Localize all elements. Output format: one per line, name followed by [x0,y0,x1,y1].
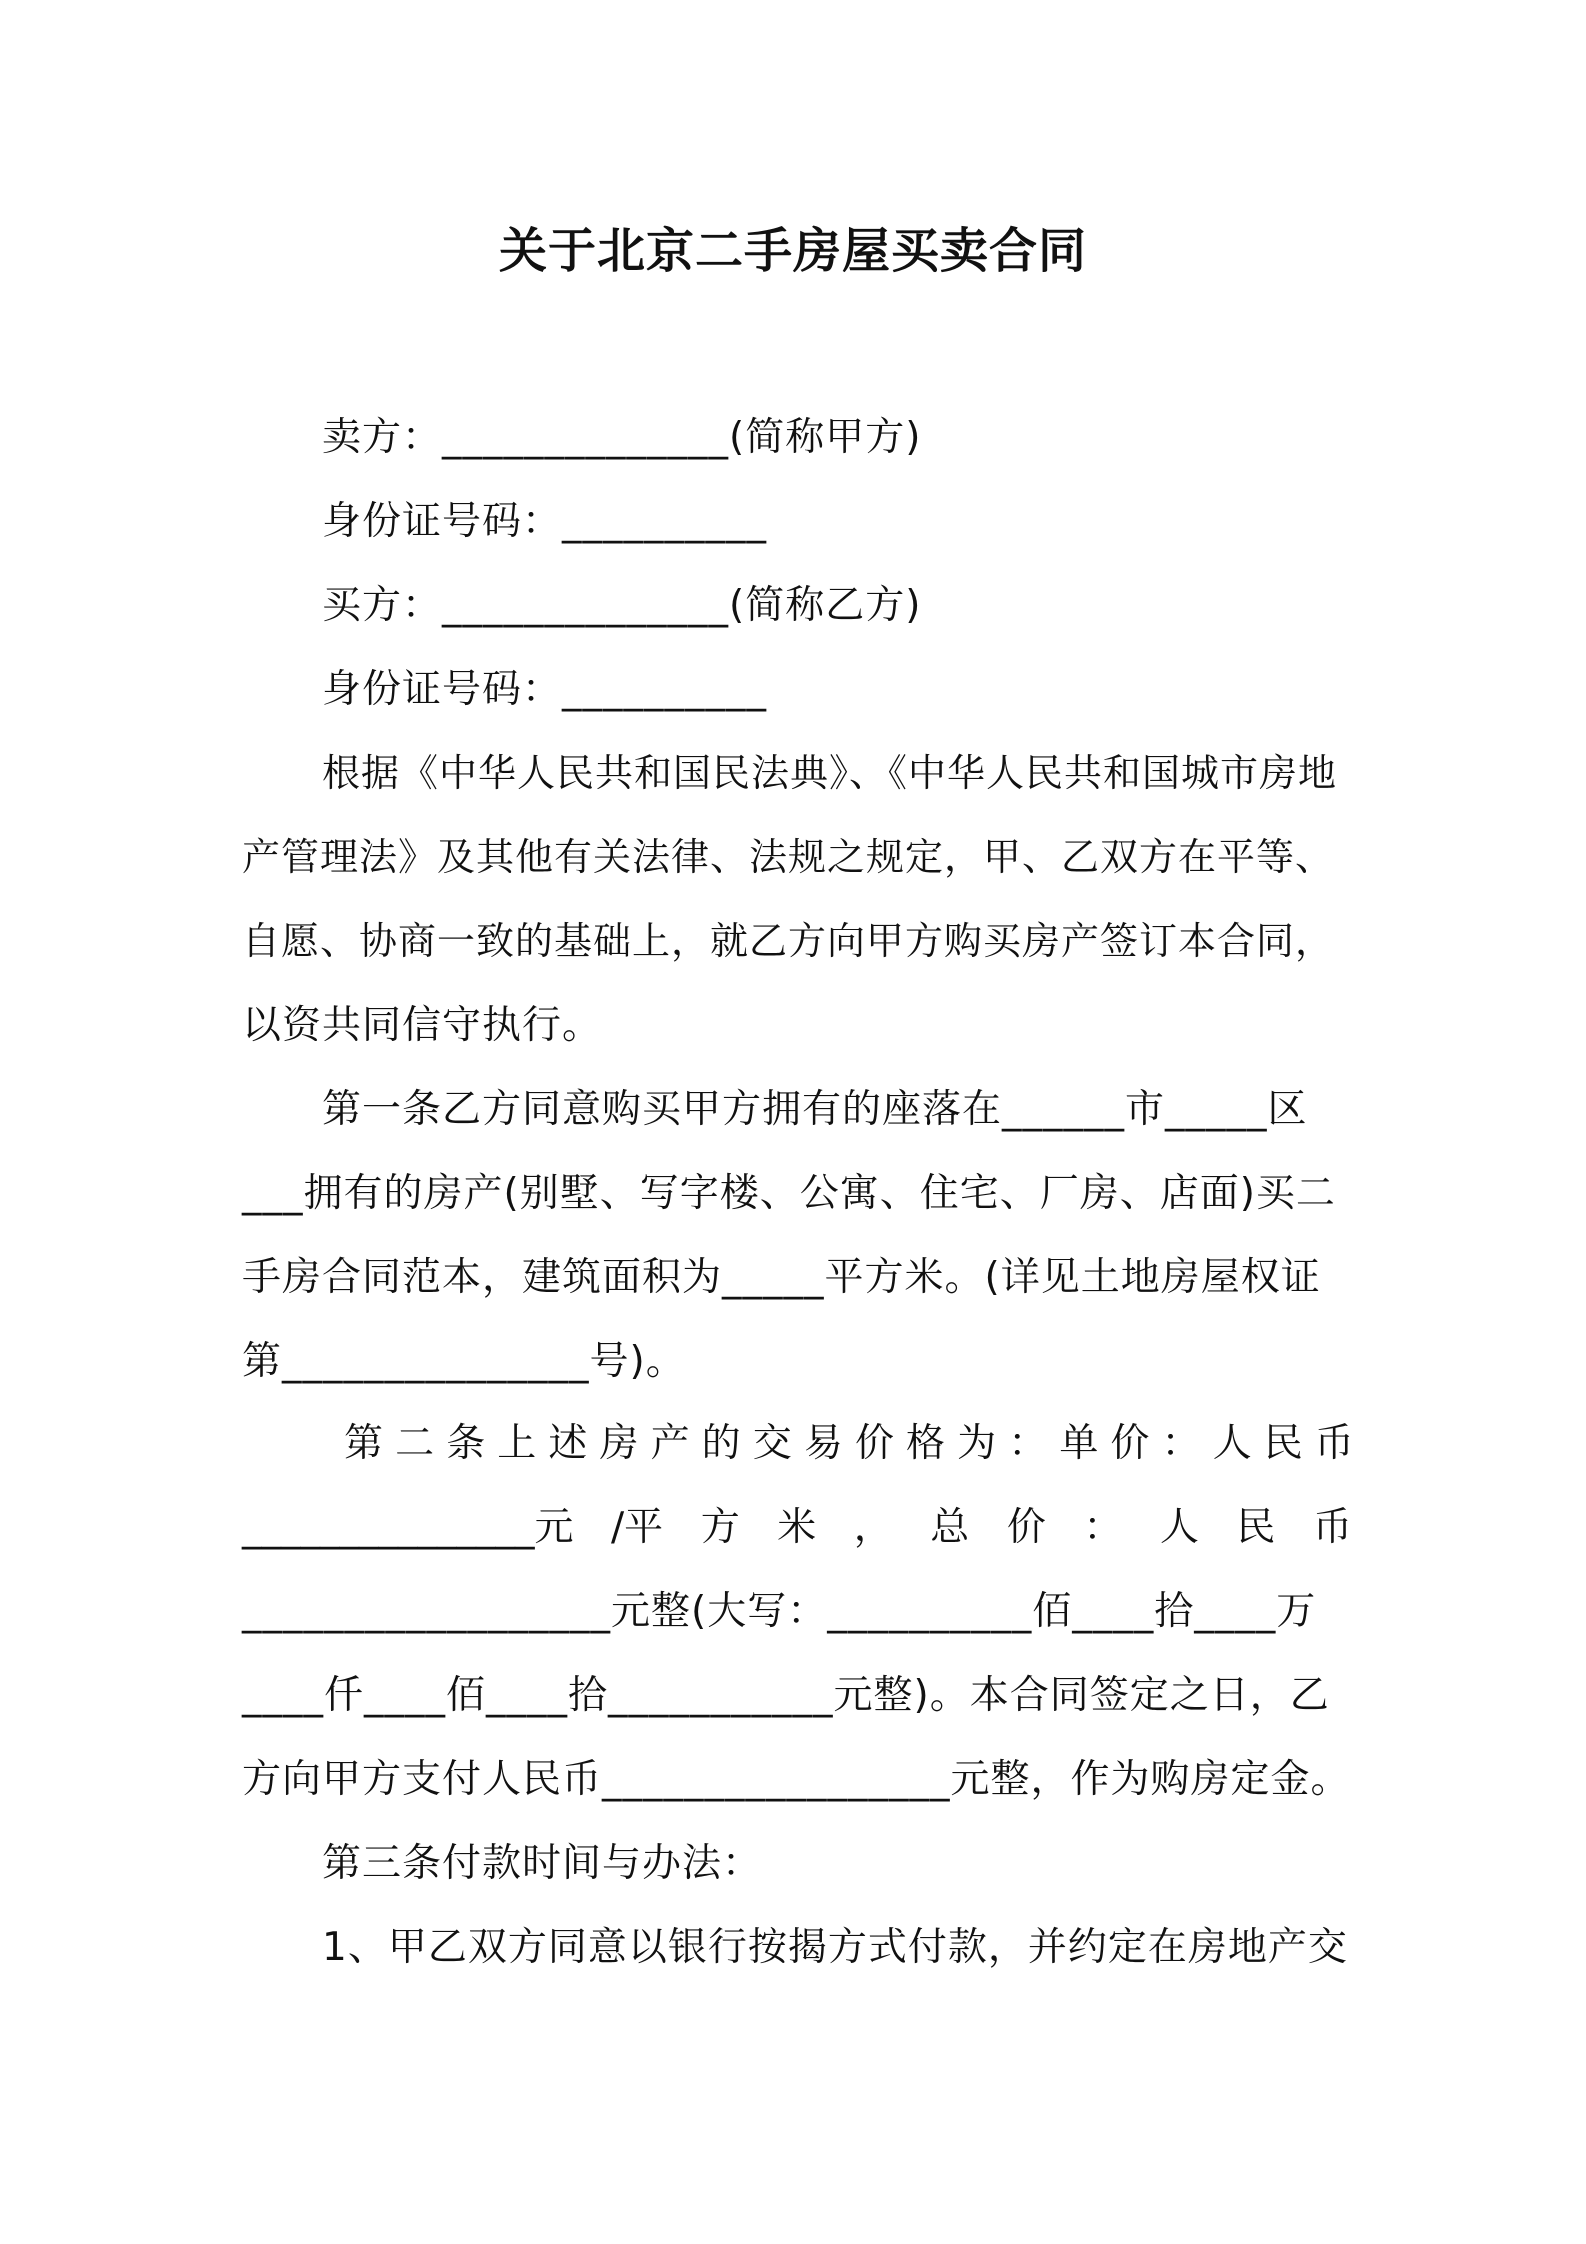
article-2-char: 币 [1314,1421,1354,1466]
article-2-char: 二 [395,1421,435,1466]
document-title: 关于北京二手房屋买卖合同 [498,223,1087,279]
article-2-word: _______________元 [242,1505,574,1550]
seller-line: 卖方：______________(简称甲方) [322,415,922,460]
preamble-line-2: 产管理法》及其他有关法律、法规之规定，甲、乙双方在平等、 [242,835,1335,879]
buyer-line: 买方：______________(简称乙方) [322,583,922,628]
article-2-word: 民 [1236,1505,1276,1550]
article-1-line-2: ___拥有的房产(别墅、写字楼、公寓、住宅、厂房、店面)买二 [242,1171,1336,1216]
article-2-char: 格 [906,1421,946,1466]
article-2-word: /平 [611,1505,664,1550]
article-2-char: 为 [957,1421,997,1466]
article-2-char: 民 [1263,1421,1303,1466]
preamble-line-3: 自愿、协商一致的基础上，就乙方向甲方购买房产签订本合同， [242,919,1335,963]
article-2-word: 人 [1159,1505,1199,1550]
article-2-line-5: 方向甲方支付人民币_________________元整，作为购房定金。 [242,1757,1351,1802]
seller-id-line: 身份证号码：__________ [322,499,768,544]
article-2-char: 的 [701,1421,741,1466]
article-2-char: 单 [1059,1421,1099,1466]
article-2-char: 产 [650,1421,690,1466]
article-2-char: 述 [548,1421,588,1466]
article-2-char: 价 [1110,1421,1150,1466]
article-2-word: 币 [1312,1505,1352,1550]
article-2-word: 总 [930,1505,970,1550]
article-2-char: 价 [854,1421,894,1466]
article-1-line-4: 第_______________号)。 [242,1339,686,1384]
article-2-char: ： [1161,1421,1201,1466]
article-2-word: ： [1083,1505,1123,1550]
article-2-char: 交 [752,1421,792,1466]
article-2-char: 条 [446,1421,486,1466]
article-2-char: 第 [344,1421,384,1466]
preamble-line-4: 以资共同信守执行。 [242,1003,603,1048]
article-2-char: ： [1008,1421,1048,1466]
article-2-char: 房 [599,1421,639,1466]
article-1-line-3: 手房合同范本，建筑面积为_____平方米。(详见土地房屋权证 [242,1255,1321,1300]
preamble-line-1: 根据《中华人民共和国民法典》、《中华人民共和国城市房地 [322,751,1338,795]
article-3-heading: 第三条付款时间与办法： [322,1841,763,1886]
article-2-line-3: __________________元整(大写：__________佰____拾____万 [242,1589,1317,1634]
article-2-line-2 [242,1505,1352,1550]
article-2-word: 方 [700,1505,740,1550]
article-3-item-1: 1、甲乙双方同意以银行按揭方式付款，并约定在房地产交 [322,1925,1348,1970]
article-2-char: 易 [803,1421,843,1466]
article-2-line-4: ____仟____佰____拾___________元整)。本合同签定之日，乙 [242,1673,1330,1718]
article-1-line-1: 第一条乙方同意购买甲方拥有的座落在______市_____区 [322,1087,1308,1132]
article-2-line-1 [344,1421,1354,1466]
article-2-word: ， [853,1505,893,1550]
article-2-char: 人 [1212,1421,1252,1466]
buyer-id-line: 身份证号码：__________ [322,667,768,712]
article-2-word: 米 [777,1505,817,1550]
article-2-word: 价 [1006,1505,1046,1550]
article-2-char: 上 [497,1421,537,1466]
